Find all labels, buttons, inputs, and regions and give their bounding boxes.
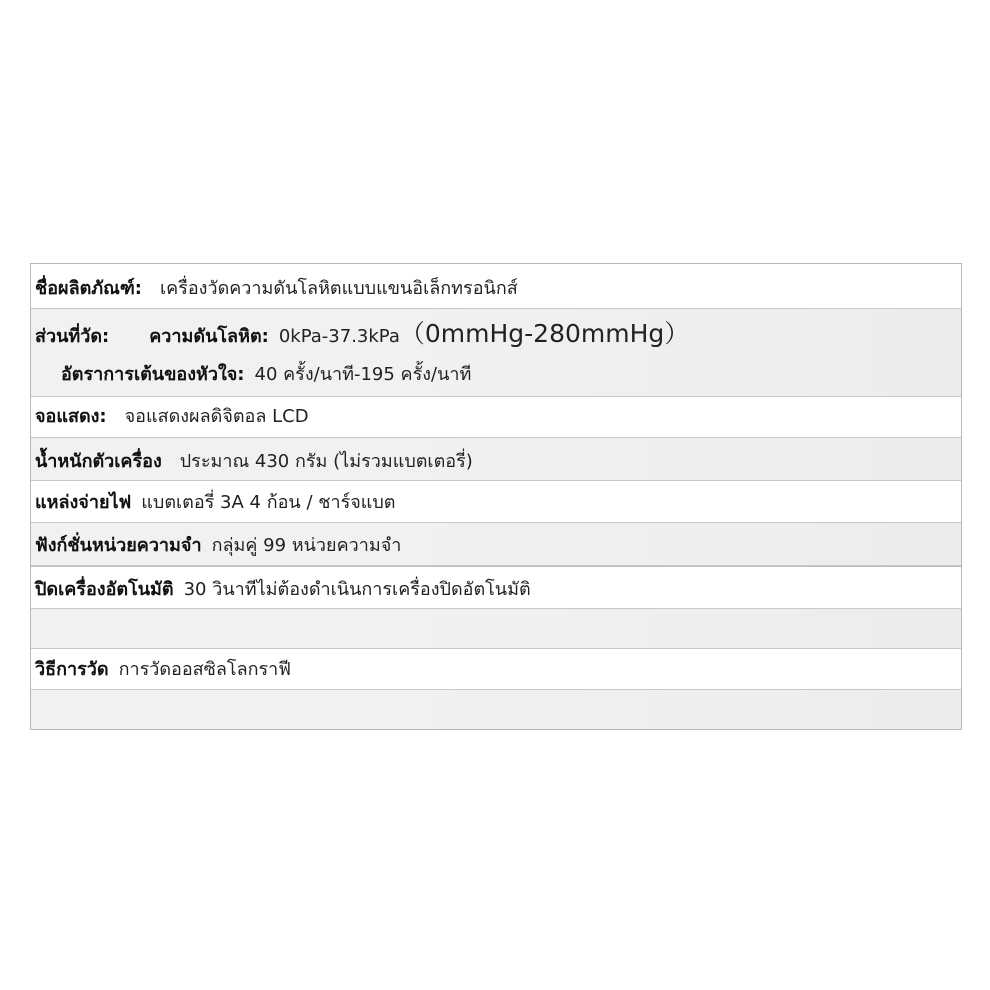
row-method: [31, 649, 961, 690]
method-label: วิธีการวัด: [35, 659, 109, 680]
memory-value: กลุ่มคู่ 99 หน่วยความจำ: [211, 535, 402, 556]
power-label: แหล่งจ่ายไฟ: [35, 492, 132, 513]
row-measurement-range: [31, 309, 961, 397]
pressure-label: ความดันโลหิต:: [149, 326, 269, 347]
product-name-value: เครื่องวัดความดันโลหิตแบบแขนอิเล็กทรอนิกส์: [160, 278, 518, 299]
row-auto-off: [31, 566, 961, 609]
row-empty-1: [31, 609, 961, 649]
weight-value: ประมาณ 430 กรัม (ไม่รวมแบตเตอรี่): [179, 451, 473, 472]
row-memory: [31, 523, 961, 566]
pressure-mmhg-value: （0mmHg-280mmHg）: [399, 319, 690, 348]
measurement-label: ส่วนที่วัด:: [35, 326, 110, 347]
auto-off-value: 30 วินาทีไม่ต้องดำเนินการเครื่องปิดอัตโนมัติ: [183, 579, 531, 600]
power-value: แบตเตอรี่ 3A 4 ก้อน / ชาร์จแบต: [141, 492, 396, 513]
weight-label: น้ำหนักตัวเครื่อง: [35, 451, 162, 472]
row-empty-2: [31, 690, 961, 729]
pressure-value: 0kPa-37.3kPa: [278, 326, 400, 347]
heart-rate-label: อัตราการเต้นของหัวใจ:: [61, 364, 245, 385]
method-value: การวัดออสซิลโลกราฟี: [118, 659, 292, 680]
display-label: จอแสดง:: [35, 406, 107, 427]
product-name-label: ชื่อผลิตภัณฑ์:: [35, 278, 142, 299]
row-product-name: [31, 264, 961, 309]
spec-table: [30, 263, 962, 730]
heart-rate-value: 40 ครั้ง/นาที-195 ครั้ง/นาที: [254, 364, 472, 385]
memory-label: ฟังก์ชั่นหน่วยความจำ: [35, 535, 202, 556]
row-power: [31, 481, 961, 523]
display-value: จอแสดงผลดิจิตอล LCD: [124, 406, 309, 427]
row-weight: [31, 438, 961, 481]
row-display: [31, 397, 961, 438]
auto-off-label: ปิดเครื่องอัตโนมัติ: [35, 579, 174, 600]
